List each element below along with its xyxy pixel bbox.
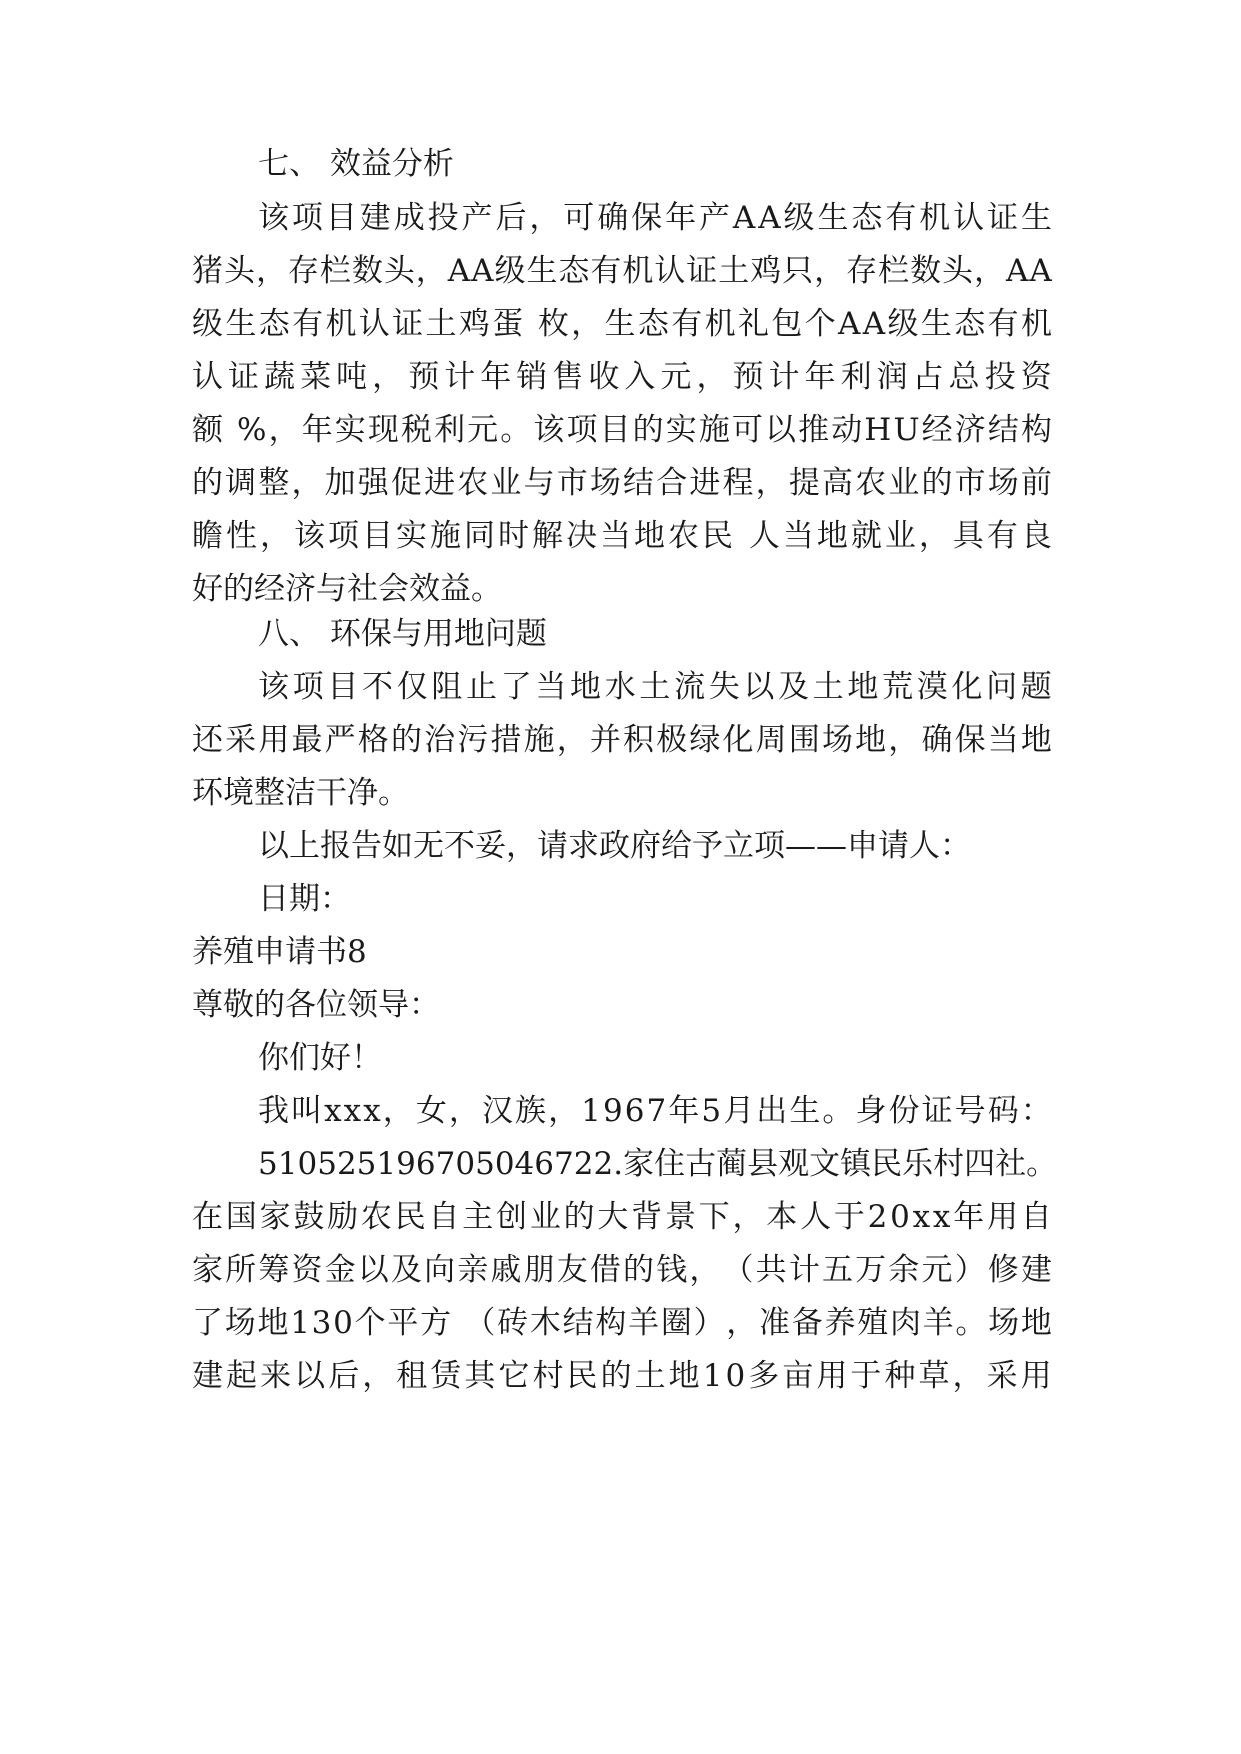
greeting: 你们好！ <box>258 1040 382 1076</box>
paragraph-line: 以上报告如无不妥，请求政府给予立项——申请人： <box>258 828 971 864</box>
paragraph-line: 环境整洁干净。 <box>192 775 409 811</box>
paragraph-line: 认 证 蔬 菜 吨 ， 预 计 年 销 售 收 入 元 ， 预 计 年 利 润 占 总 投 资 <box>192 359 1052 395</box>
paragraph-line: 了 场 地 1 3 0 个 平 方 （ 砖 木 结 构 羊 圈 ） ， 准 备 养 殖 肉 羊 。 场 地 <box>192 1305 1052 1341</box>
paragraph-line: 猪 头 ， 存 栏 数 头 ， A A 级 生 态 有 机 认 证 土 鸡 只 ， 存 栏 数 头 ， A A <box>192 253 1052 289</box>
paragraph-line: 建 起 来 以 后 ， 租 赁 其 它 村 民 的 土 地 1 0 多 亩 用 于 种 草 ， 采 用 <box>192 1358 1052 1394</box>
salutation: 尊敬的各位领导： <box>192 987 440 1023</box>
paragraph-line: 额 % ， 年 实 现 税 利 元 。 该 项 目 的 实 施 可 以 推 动 H U 经 济 结 构 <box>192 412 1052 448</box>
heading-benefit-analysis: 七、 效益分析 <box>258 146 454 182</box>
paragraph-line: 该 项 目 不 仅 阻 止 了 当 地 水 土 流 失 以 及 土 地 荒 漠 化 问 题 <box>258 669 1052 705</box>
paragraph-line: 该 项 目 建 成 投 产 后 ， 可 确 保 年 产 A A 级 生 态 有 机 认 证 生 <box>258 200 1052 236</box>
paragraph-line: 好的经济与社会效益。 <box>192 571 502 607</box>
paragraph-line: 5 1 0 5 2 5 1 9 6 7 0 5 0 4 6 7 2 2 . 家 住 古 蔺 县 观 文 镇 民 乐 村 四 社 。 <box>258 1146 1058 1182</box>
heading-environment-land: 八、 环保与用地问题 <box>258 616 547 652</box>
paragraph-line: 还 采 用 最 严 格 的 治 污 措 施 ， 并 积 极 绿 化 周 围 场 地 ， 确 保 当 地 <box>192 722 1052 758</box>
paragraph-line: 在 国 家 鼓 励 农 民 自 主 创 业 的 大 背 景 下 ， 本 人 于 2 0 x x 年 用 自 <box>192 1199 1052 1235</box>
paragraph-line: 我 叫 x x x ， 女 ， 汉 族 ， 1 9 6 7 年 5 月 出 生 。 身 份 证 号 码 ： <box>258 1093 1052 1129</box>
paragraph-line: 的 调 整 ， 加 强 促 进 农 业 与 市 场 结 合 进 程 ， 提 高 农 业 的 市 场 前 <box>192 465 1052 501</box>
section-title: 养殖申请书8 <box>192 934 367 970</box>
paragraph-line: 级 生 态 有 机 认 证 土 鸡 蛋 枚 ， 生 态 有 机 礼 包 个 A A 级 生 态 有 机 <box>192 306 1052 342</box>
paragraph-line: 家 所 筹 资 金 以 及 向 亲 戚 朋 友 借 的 钱 ， （ 共 计 五 万 余 元 ） 修 建 <box>192 1252 1052 1288</box>
paragraph-line: 瞻 性 ， 该 项 目 实 施 同 时 解 决 当 地 农 民 人 当 地 就 业 ， 具 有 良 <box>192 518 1052 554</box>
date-label: 日期： <box>258 881 351 917</box>
